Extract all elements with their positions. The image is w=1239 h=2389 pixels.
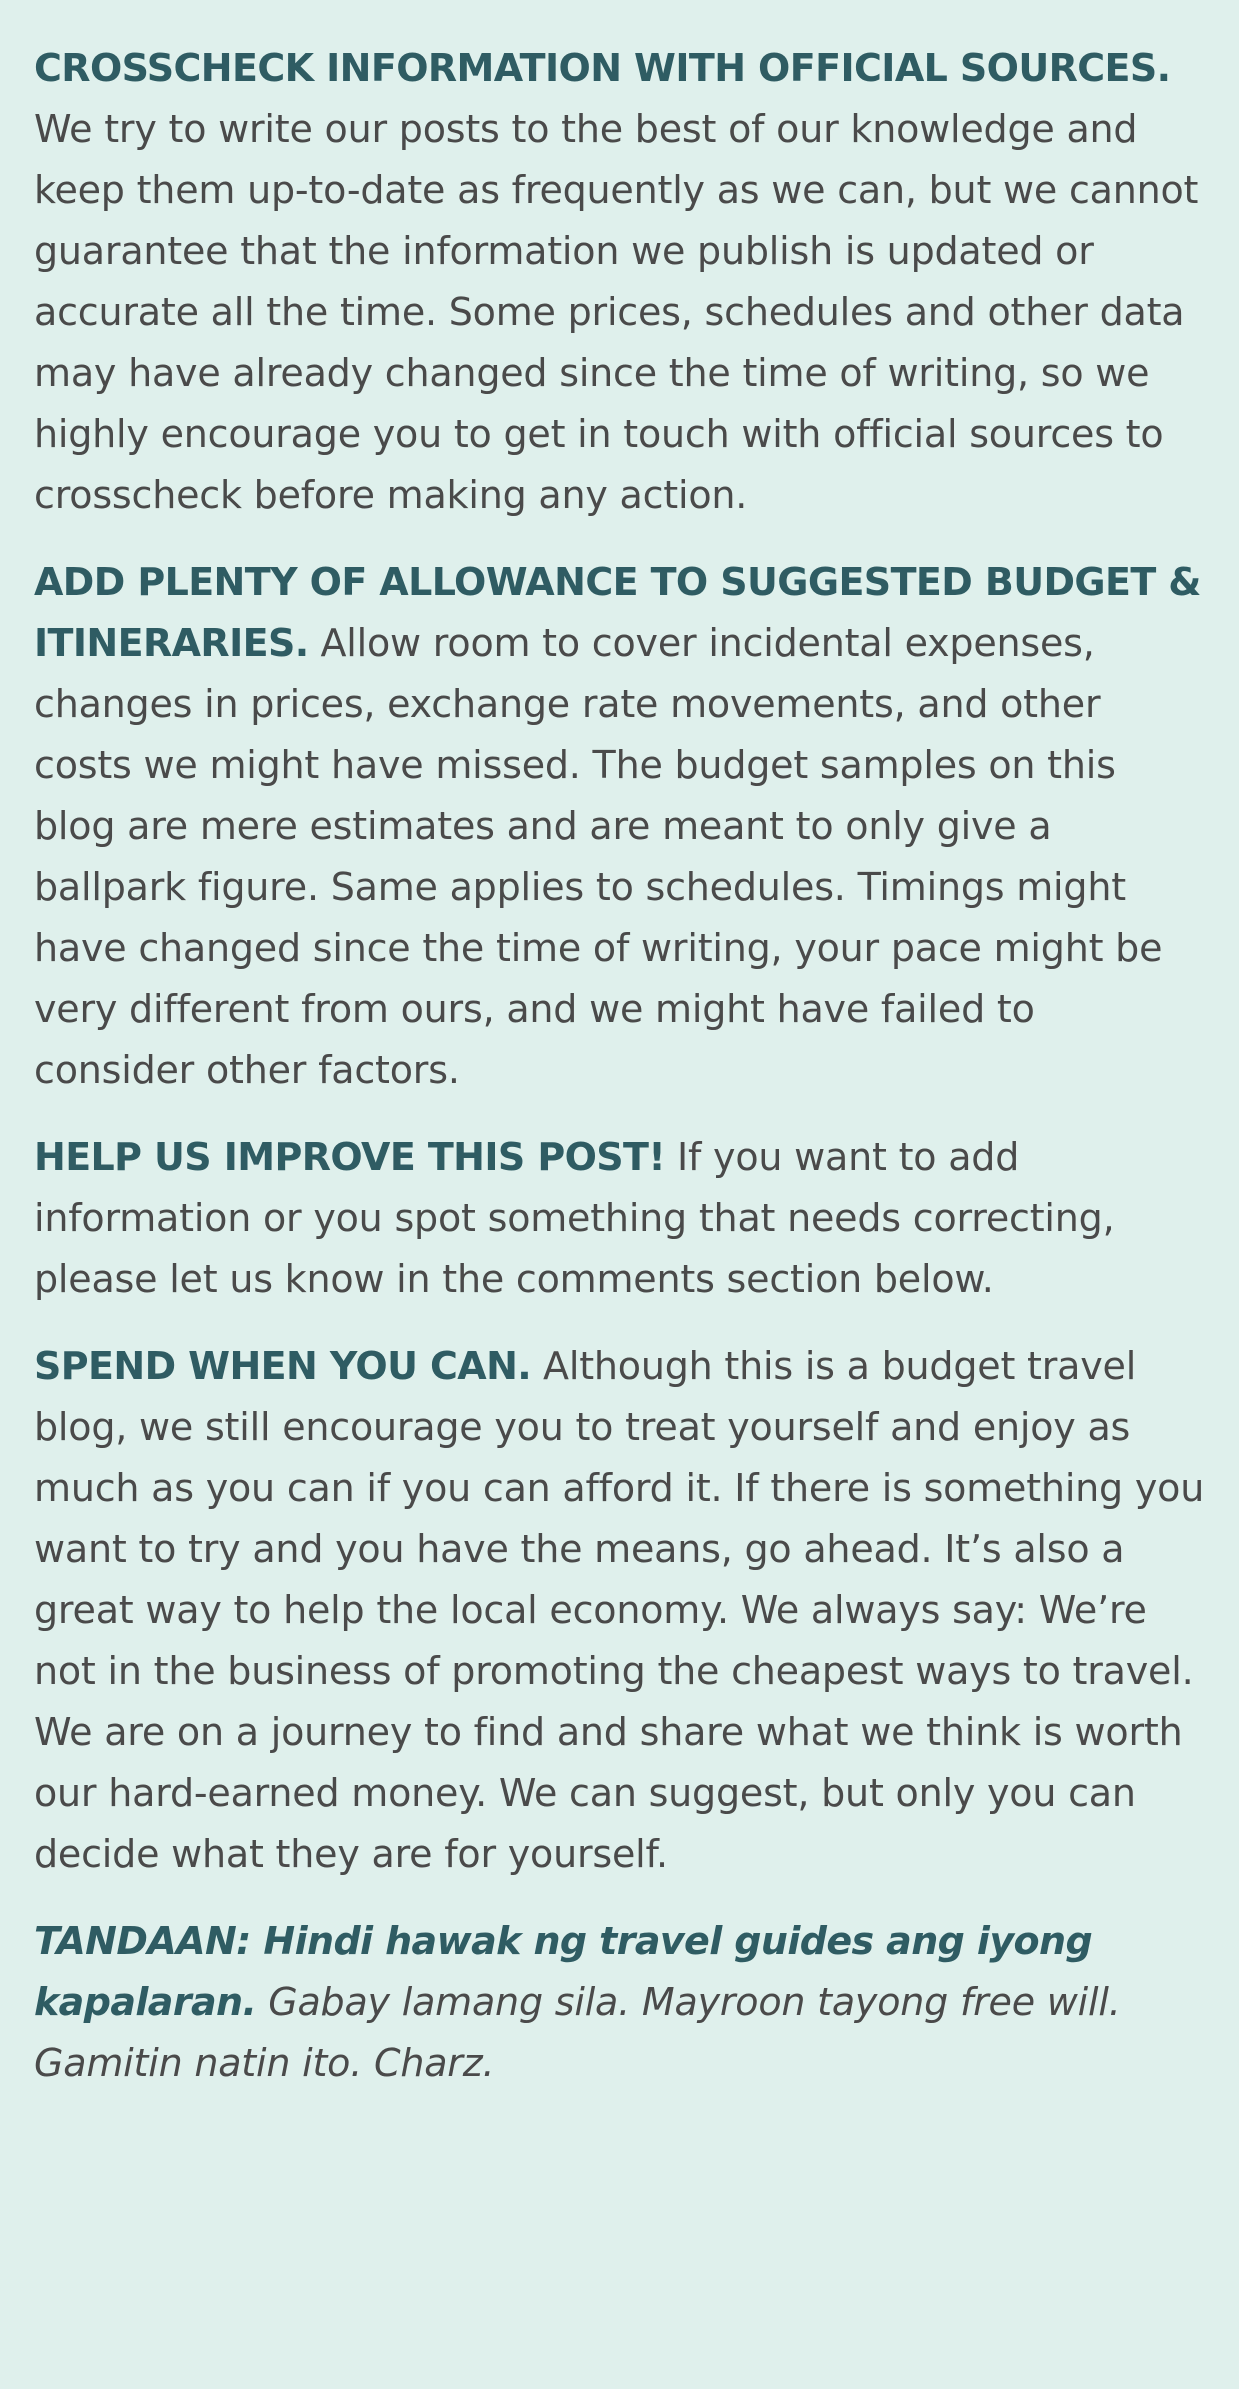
improve-post-text: If you want to add information or you spot something that needs correcting, please let us know in the comments section below. <box>34 1135 1115 1301</box>
allowance-text: Allow room to cover incidental expenses, changes in prices, exchange rate movements, and other costs we might have missed. The budget samples on this blog are mere estimates and are meant to only give a ballpark figure. Same applies to schedules. Timings might have changed since the time of writing, your pace might be very different from ours, and we might have failed to consider other factors. <box>34 621 1163 1092</box>
allowance-paragraph <box>34 552 1205 1101</box>
allowance-heading: ADD PLENTY OF ALLOWANCE TO SUGGESTED BUDGET & ITINERARIES. <box>34 560 1201 665</box>
improve-post-paragraph <box>34 1127 1205 1310</box>
crosscheck-paragraph <box>34 38 1205 526</box>
tandaan-heading: TANDAAN: Hindi hawak ng travel guides ang iyong kapalaran. <box>34 1919 1093 2024</box>
spend-paragraph <box>34 1336 1205 1885</box>
tandaan-paragraph <box>34 1911 1205 2094</box>
tandaan-text: Gabay lamang sila. Mayroon tayong free will. Gamitin natin ito. Charz. <box>34 1980 1121 2085</box>
crosscheck-heading: CROSSCHECK INFORMATION WITH OFFICIAL SOURCES. <box>34 46 1171 90</box>
spend-heading: SPEND WHEN YOU CAN. <box>34 1344 532 1388</box>
improve-post-heading: HELP US IMPROVE THIS POST! <box>34 1135 666 1179</box>
crosscheck-text: We try to write our posts to the best of our knowledge and keep them up-to-date as frequently as we can, but we cannot guarantee that the information we publish is updated or accurate all the time. Some prices, schedules and other data may have already changed since the time of writing, so we highly encourage you to get in touch with official sources to crosscheck before making any action. <box>34 107 1199 517</box>
spend-text: Although this is a budget travel blog, we still encourage you to treat yourself and enjoy as much as you can if you can afford it. If there is something you want to try and you have the means, go ahead. It’s also a great way to help the local economy. We always say: We’re not in the business of promoting the cheapest ways to travel. We are on a journey to find and share what we think is worth our hard-earned money. We can suggest, but only you can decide what they are for yourself. <box>34 1344 1205 1876</box>
